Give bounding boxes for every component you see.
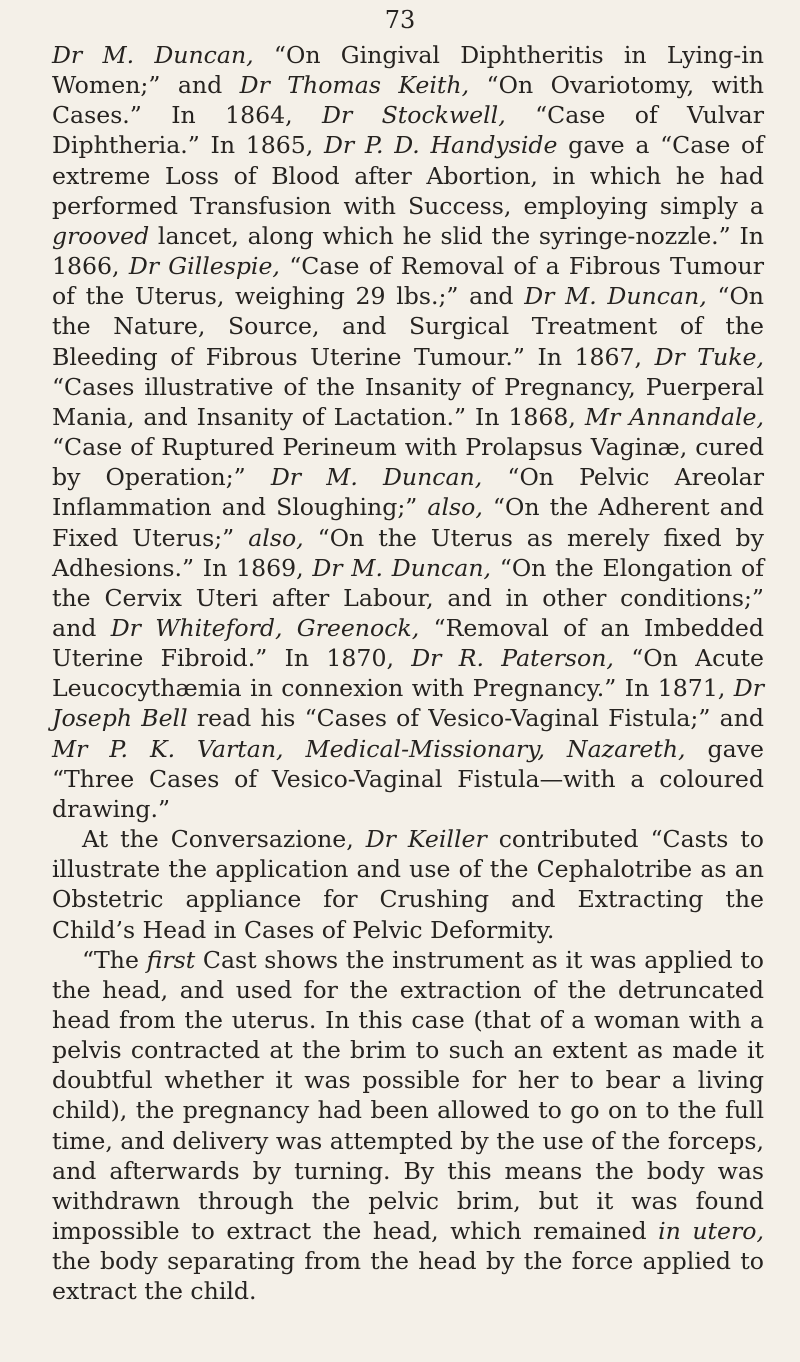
italic-run: also, xyxy=(248,523,304,552)
text-run: lancet, along which he slid the syringe-nozzle.” In 1866, xyxy=(52,221,764,281)
italic-run: Dr M. Duncan, xyxy=(270,463,483,492)
italic-run: Dr R. Paterson, xyxy=(411,644,614,673)
italic-run: Dr P. D. Handyside xyxy=(324,131,558,160)
text-run: “On Ovariotomy, with Cases.” In 1864, xyxy=(52,71,764,130)
page-number: 73 xyxy=(384,6,416,34)
text-run: At the Conversazione, xyxy=(82,825,366,854)
italic-run: grooved xyxy=(52,221,150,250)
text-run: “On Gingival Diphtheritis in Lying-in Women;” and xyxy=(52,41,764,100)
paragraph xyxy=(52,945,764,1307)
text-run: “Case of Ruptured Perineum with Prolapsus Vaginæ, cured by Operation;” xyxy=(52,433,764,492)
italic-run: Dr M. Duncan, xyxy=(312,553,492,582)
italic-run: Dr Keiller xyxy=(365,825,487,854)
italic-run: Mr Annandale, xyxy=(584,402,765,431)
italic-run: Dr M. Duncan, xyxy=(52,41,254,69)
text-run: “Case of Removal of a Fibrous Tumour of the Uterus, weighing 29 lbs.;” and xyxy=(52,252,764,311)
text-run: “On Acute Leucocythæmia in connexion with Pregnancy.” In 1871, xyxy=(52,644,764,703)
italic-run: in utero, xyxy=(658,1217,764,1246)
italic-run: Dr Tuke, xyxy=(654,342,764,371)
paragraph xyxy=(52,40,764,824)
paragraph xyxy=(52,824,764,945)
italic-run: Dr Thomas Keith, xyxy=(239,71,470,100)
text-run: “Case of Vulvar Diphtheria.” In 1865, xyxy=(52,101,764,160)
italic-run: first xyxy=(146,945,196,974)
text-run: “On the Nature, Source, and Surgical Treatment of the Bleeding of Fibrous Uterine Tumour.” In 1867, xyxy=(52,282,764,371)
text-run: “The xyxy=(82,945,147,974)
italic-run: Mr P. K. Vartan, Medical-Missionary, Nazareth, xyxy=(52,734,686,763)
text-run: gave a “Case of extreme Loss of Blood after Abortion, in which he had performed Transfusion with Success, employing simply a xyxy=(52,131,764,220)
italic-run: Dr Joseph Bell xyxy=(52,674,764,733)
italic-run: Dr Stockwell, xyxy=(322,101,506,130)
text-run: “On Pelvic Areolar Inflammation and Sloughing;” xyxy=(52,463,765,522)
italic-run: Dr Whiteford, Greenock, xyxy=(110,613,420,642)
text-run: “On the Uterus as merely fixed by Adhesions.” In 1869, xyxy=(52,523,764,582)
text-run: read his “Cases of Vesico-Vaginal Fistula;” and xyxy=(187,704,764,733)
text-run: the body separating from the head by the force applied to extract the child. xyxy=(52,1247,764,1306)
text-run: contributed “Casts to illustrate the application and use of the Cephalotribe as an Obstetric appliance for Crushing and Extracting the Child’s Head in Cases of Pelvic Deformity. xyxy=(52,825,764,944)
text-run: Cast shows the instrument as it was applied to the head, and used for the extraction of the detruncated head from the uterus. In this case (that of a woman with a pelvis contracted at the brim to such an extent as made it doubtful whether it was possible for her to bear a living child), the pregnancy had been allowed to go on to the full time, and delivery was attempted by the use of the forceps, and afterwards by turning. By this means the body was withdrawn through the pelvic brim, but it was found impossible to extract the head, which remained xyxy=(52,945,764,1246)
italic-run: Dr M. Duncan, xyxy=(524,282,707,311)
text-run: “On the Adherent and Fixed Uterus;” xyxy=(52,493,764,552)
body-text xyxy=(52,40,764,1307)
text-run: gave “Three Cases of Vesico-Vaginal Fistula—with a coloured drawing.” xyxy=(52,734,764,823)
italic-run: also, xyxy=(427,493,483,522)
italic-run: Dr Gillespie, xyxy=(128,252,280,281)
text-run: “Removal of an Imbedded Uterine Fibroid.” In 1870, xyxy=(52,613,764,673)
text-run: “On the Elongation of the Cervix Uteri after Labour, and in other conditions;” and xyxy=(52,553,764,642)
text-run: “Cases illustrative of the Insanity of Pregnancy, Puerperal Mania, and Insanity of Lactation.” In 1868, xyxy=(52,372,764,431)
